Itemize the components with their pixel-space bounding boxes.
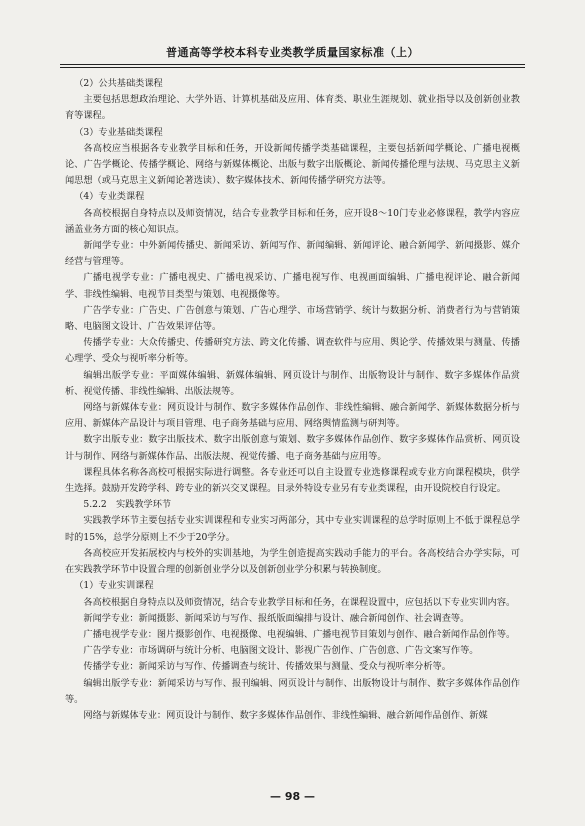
section-heading: （3）专业基础类课程 xyxy=(74,126,163,138)
paragraph: 各高校根据自身特点以及师资情况，结合专业教学目标和任务，在课程设置中，应包括以下专业实训内容。 xyxy=(83,596,516,608)
section-heading: （2）公共基础类课程 xyxy=(74,78,163,89)
paragraph: 网络与新媒体专业：网页设计与制作、数字多媒体作品创作、非线性编辑、融合新闻作品创作、新媒 xyxy=(83,709,488,721)
header-rule xyxy=(60,64,525,68)
page-number: — 98 — xyxy=(270,790,315,803)
paragraph: 各高校应当根据各专业教学目标和任务，开设新闻传播学类基础课程，主要包括新闻学概论、广播电视概论、广告学概论、传播学概论、网络与新媒体概论、出版与数字出版概论、新闻传播伦理与法规、马克思主义新闻思想（或马克思主义新闻论著选读）、数字媒体技术、新闻传播学研究方法等。 xyxy=(65,142,520,187)
paragraph: 网络与新媒体专业：网页设计与制作、数字多媒体作品创作、非线性编辑、融合新闻学、新媒体数据分析与应用、新媒体产品设计与项目管理、电子商务基础与应用、网络舆情监测与研判等。 xyxy=(65,402,520,430)
body-text xyxy=(65,76,520,724)
paragraph: 各高校应开发拓展校内与校外的实训基地，为学生创造提高实践动手能力的平台。各高校结合办学实际，可在实践教学环节中设置合理的创新创业学分以及创新创业学分积累与转换制度。 xyxy=(65,547,520,576)
paragraph: 各高校根据自身特点以及师资情况，结合专业教学目标和任务，应开设8～10门专业必修课程，教学内容应涵盖业务方面的核心知识点。 xyxy=(65,207,520,235)
paragraph: 广告学专业：广告史、广告创意与策划、广告心理学、市场营销学、统计与数据分析、消费者行为与营销策略、电脑图文设计、广告效果评估等。 xyxy=(65,304,520,333)
section-heading: （1）专业实训课程 xyxy=(74,580,154,592)
paragraph: 传播学专业：新闻采访与写作、传播调查与统计、传播效果与测量、受众与视听率分析等。 xyxy=(83,661,451,673)
section-heading: （4）专业类课程 xyxy=(74,191,145,203)
paragraph: 传播学专业：大众传播史、传播研究方法、跨文化传播、调查软件与应用、舆论学、传播效果与测量、传播心理学、受众与视听率分析等。 xyxy=(65,337,520,365)
paragraph: 新闻学专业：新闻摄影、新闻采访与写作、报纸版面编排与设计、融合新闻创作、社会调查等。 xyxy=(83,612,470,624)
paragraph: 编辑出版学专业：新闻采访与写作、报刊编辑、网页设计与制作、出版物设计与制作、数字多媒体作品创作等。 xyxy=(65,677,520,705)
paragraph: 新闻学专业：中外新闻传播史、新闻采访、新闻写作、新闻编辑、新闻评论、融合新闻学、新闻摄影、媒介经营与管理等。 xyxy=(65,240,520,268)
running-header: 普通高等学校本科专业类教学质量国家标准（上） xyxy=(166,46,419,59)
section-heading: 5.2.2 实践教学环节 xyxy=(83,499,172,511)
paragraph: 数字出版专业：数字出版技术、数字出版创意与策划、数字多媒体作品创作、数字多媒体作品赏析、网页设计与制作、网络与新媒体作品、出版法规、视觉传播、电子商务基础与应用等。 xyxy=(65,434,520,462)
paragraph: 广告学专业：市场调研与统计分析、电脑图文设计、影视广告创作、广告创意、广告文案写作等。 xyxy=(83,645,479,657)
paragraph: 广播电视学专业：广播电视史、广播电视采访、广播电视写作、电视画面编辑、广播电视评论、融合新闻学、非线性编辑、电视节目类型与策划、电视摄像等。 xyxy=(65,272,520,300)
paragraph: 实践教学环节主要包括专业实训课程和专业实习两部分，其中专业实训课程的总学时原则上不低于课程总学时的15%，总学分原则上不少于20学分。 xyxy=(65,515,520,543)
paragraph: 广播电视学专业：图片摄影创作、电视摄像、电视编辑、广播电视节目策划与创作、融合新闻作品创作等。 xyxy=(83,628,516,640)
paragraph: 主要包括思想政治理论、大学外语、计算机基础及应用、体育类、职业生涯规划、就业指导以及创新创业教育等课程。 xyxy=(65,94,520,122)
paragraph: 课程具体名称各高校可根据实际进行调整。各专业还可以自主设置专业选修课程或专业方向课程模块，供学生选择。鼓励开发跨学科、跨专业的新兴交叉课程。目录外特设专业另有专业类课程，由开设院校自行设定。 xyxy=(65,466,520,495)
paragraph: 编辑出版学专业：平面媒体编辑、新媒体编辑、网页设计与制作、出版物设计与制作、数字多媒体作品赏析、视觉传播、非线性编辑、出版法规等。 xyxy=(65,369,520,397)
